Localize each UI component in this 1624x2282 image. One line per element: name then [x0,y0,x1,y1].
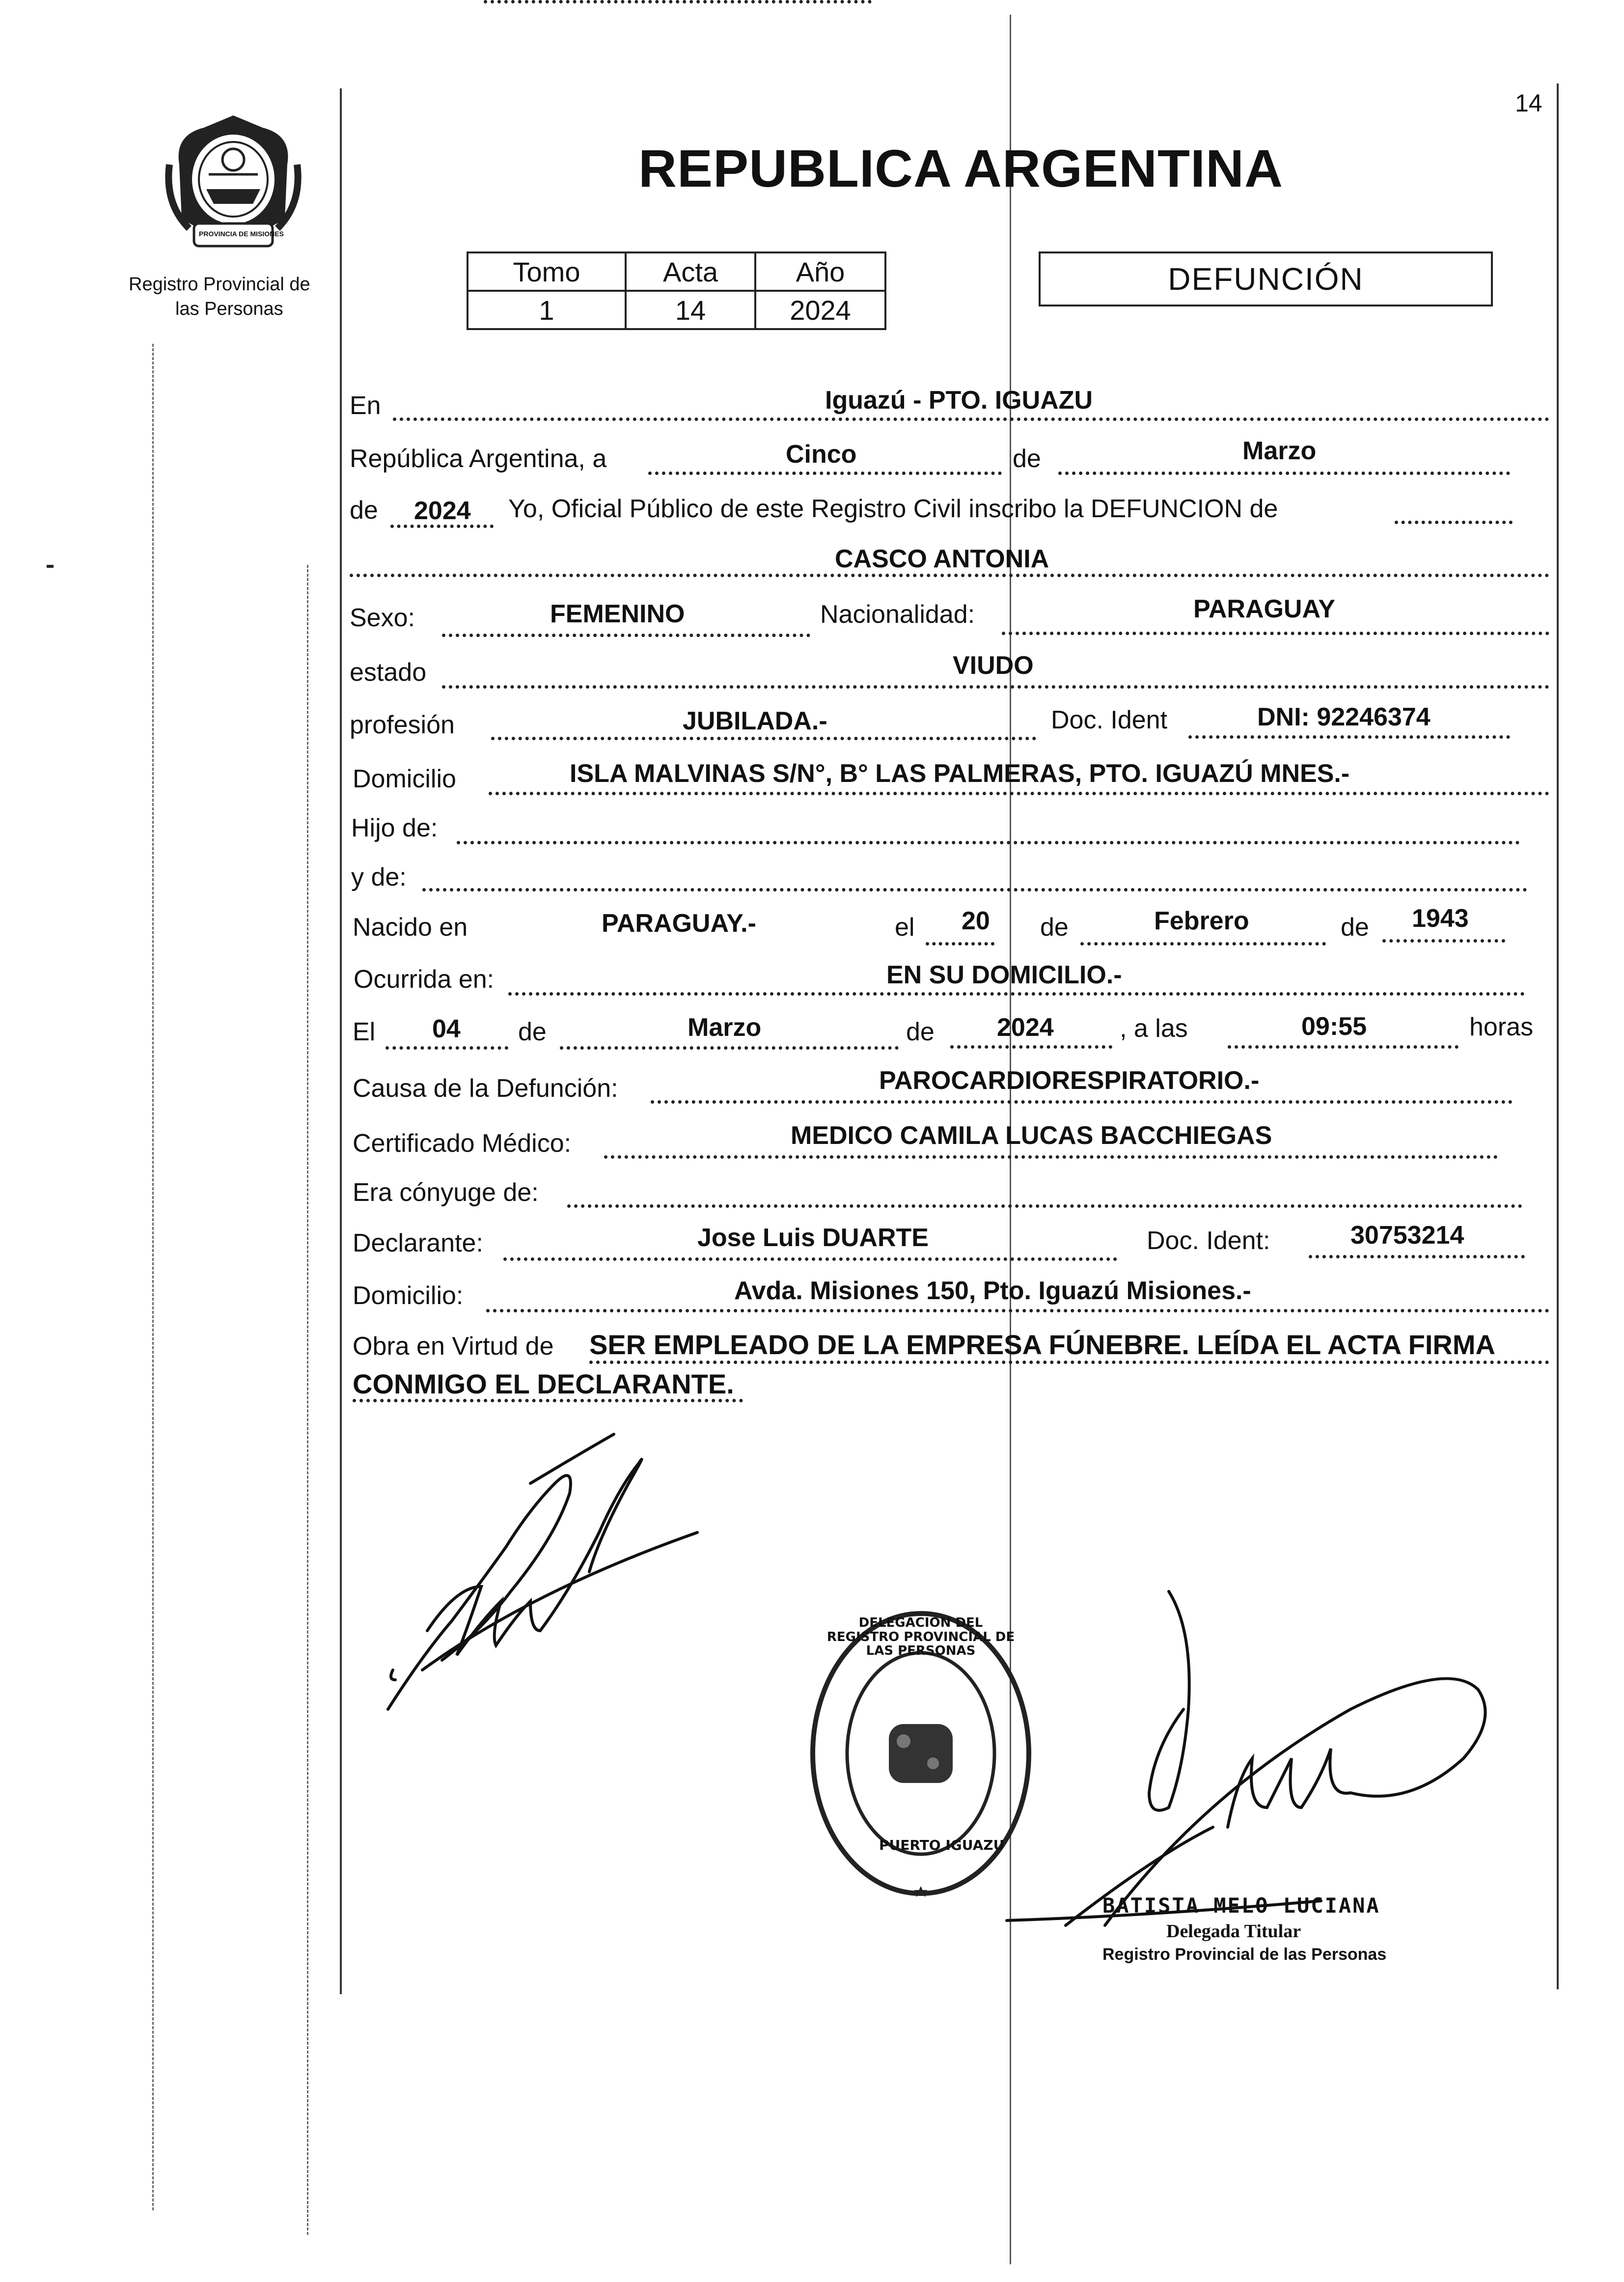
month-text: Marzo [1242,437,1317,465]
year-de-label: de [350,496,378,525]
official-seal [805,1606,1036,1911]
sexo-dotline [442,634,810,637]
death-year: 2024 [997,1013,1054,1042]
logo-text: PROVINCIA DE MISIONES [199,230,284,238]
en-dotline [393,417,1549,421]
ocurrida-dotline [508,992,1525,996]
certificado-value: MEDICO CAMILA LUCAS BACCHIEGAS [791,1121,1272,1150]
el-label: el [895,913,915,942]
declarante-dotline [503,1257,1117,1261]
seal-inner-text: PUERTO IGUAZU [879,1837,1005,1853]
nacido-dotline [484,0,872,3]
oficial-dotline [1395,521,1513,524]
obra-value-line2: CONMIGO EL DECLARANTE. [353,1368,734,1399]
document-type-box [1039,251,1493,306]
conyuge-label: Era cónyuge de: [353,1178,539,1207]
acta-table [467,251,886,330]
binding-dash-2 [307,565,308,2235]
left-margin-line [340,88,342,1994]
death-day-dotline [385,1046,508,1050]
death-month: Marzo [688,1013,762,1042]
el2-label: El [353,1018,376,1046]
month-dotline [1058,472,1510,475]
doc-dotline [1188,735,1510,739]
doc-label: Doc. Ident [1051,706,1168,734]
doc2-label: Doc. Ident: [1147,1226,1270,1255]
en-label: En [350,391,381,420]
profesion-label: profesión [350,711,455,739]
signatory-role: Delegada Titular [1166,1921,1301,1942]
profesion-value: JUBILADA.- [683,707,827,735]
sexo-value: FEMENINO [550,600,685,628]
alas-label: , a las [1120,1014,1188,1043]
deceased-name: CASCO ANTONIA [835,545,1049,573]
death-time-dotline [1228,1045,1459,1049]
estado-label: estado [350,658,427,687]
hijo-label: Hijo de: [351,814,438,842]
obra-value-line1: SER EMPLEADO DE LA EMPRESA FÚNEBRE. LEÍDA EL ACTA FIRMA [589,1329,1495,1360]
nacionalidad-value: PARAGUAY [1193,595,1335,623]
death-day: 04 [432,1015,461,1043]
nacido-label: Nacido en [353,913,468,942]
obra-dotline-1 [589,1361,1549,1364]
causa-label: Causa de la Defunción: [353,1074,618,1103]
misiones-logo [160,106,307,258]
death-time: 09:55 [1301,1012,1367,1041]
ocurrida-label: Ocurrida en: [354,965,495,994]
scan-tick [47,565,54,568]
day-dotline [648,472,1002,475]
binding-dash-1 [152,344,154,2210]
ocurrida-value: EN SU DOMICILIO.- [886,961,1122,989]
causa-dotline [651,1100,1513,1104]
estado-dotline [442,685,1549,689]
death-month-de-label: de [518,1018,547,1046]
domicilio-label: Domicilio [353,765,456,793]
horas-label: horas [1469,1013,1534,1041]
yde-dotline [422,888,1527,891]
document-type: DEFUNCIÓN [1168,261,1364,297]
birth-year: 1943 [1412,904,1469,933]
domicilio2-value: Avda. Misiones 150, Pto. Iguazú Misiones.- [734,1277,1251,1305]
domicilio-dotline [489,792,1549,795]
conyuge-dotline [567,1204,1522,1208]
birth-year-dotline [1382,939,1505,943]
official-signature [1007,1562,1513,1916]
header-acta: Acta [626,252,755,291]
birth-year-de-label: de [1341,913,1369,942]
nacido-value: PARAGUAY.- [602,909,756,938]
right-margin-line [1557,83,1559,1989]
death-year-dotline [950,1045,1112,1049]
birth-month-de-label: de [1040,913,1069,942]
doc2-dotline [1309,1255,1525,1258]
hijo-dotline [457,841,1520,844]
obra-dotline-2 [353,1399,743,1402]
page-number: 14 [1515,89,1542,117]
birth-day: 20 [962,907,990,935]
signatory-office: Registro Provincial de las Personas [1102,1945,1387,1964]
birth-month: Febrero [1154,907,1249,935]
declarante-value: Jose Luis DUARTE [697,1224,929,1252]
doc-value: DNI: 92246374 [1257,703,1431,731]
day-text: Cinco [786,440,857,469]
header-tomo: Tomo [468,252,626,291]
domicilio2-dotline [486,1309,1549,1312]
death-month-dotline [560,1046,899,1050]
oficial-text: Yo, Oficial Público de este Registro Civil inscribo la DEFUNCION de [508,495,1278,523]
page-title: REPUBLICA ARGENTINA [638,139,1283,198]
certificado-dotline [604,1155,1498,1159]
domicilio2-label: Domicilio: [353,1281,464,1310]
nacionalidad-dotline [1002,632,1549,635]
seal-outer-text: DELEGACION DEL REGISTRO PROVINCIAL DE LAS PERSONAS [826,1615,1015,1659]
nacionalidad-label: Nacionalidad: [820,600,975,629]
causa-value: PAROCARDIORESPIRATORIO.- [879,1066,1260,1095]
domicilio-value: ISLA MALVINAS S/N°, B° LAS PALMERAS, PTO. IGUAZÚ MNES.- [570,759,1350,788]
en-value: Iguazú - PTO. IGUAZU [825,386,1093,415]
birth-day-dotline [926,942,994,946]
doc2-value: 30753214 [1350,1221,1464,1250]
month-de-label: de [1013,445,1041,473]
estado-value: VIUDO [953,651,1034,680]
name-dotline [350,574,1549,577]
year-value: 2024 [414,497,471,525]
registry-line-2: las Personas [175,299,283,319]
obra-label: Obra en Virtud de [353,1332,554,1361]
signatory-name: BATISTA MELO LUCIANA [1102,1893,1380,1918]
republica-label: República Argentina, a [350,445,607,473]
sexo-label: Sexo: [350,604,415,632]
header-ano: Año [755,252,885,291]
profesion-dotline [491,737,1036,740]
yde-label: y de: [351,863,407,891]
declarante-label: Declarante: [353,1229,483,1257]
registry-line-1: Registro Provincial de [129,274,310,295]
birth-month-dotline [1080,942,1326,946]
value-ano: 2024 [755,291,885,329]
value-acta: 14 [626,291,755,329]
declarant-signature [383,1424,737,1739]
value-tomo: 1 [468,291,626,329]
death-year-de-label: de [906,1018,935,1046]
certificado-label: Certificado Médico: [353,1129,572,1158]
